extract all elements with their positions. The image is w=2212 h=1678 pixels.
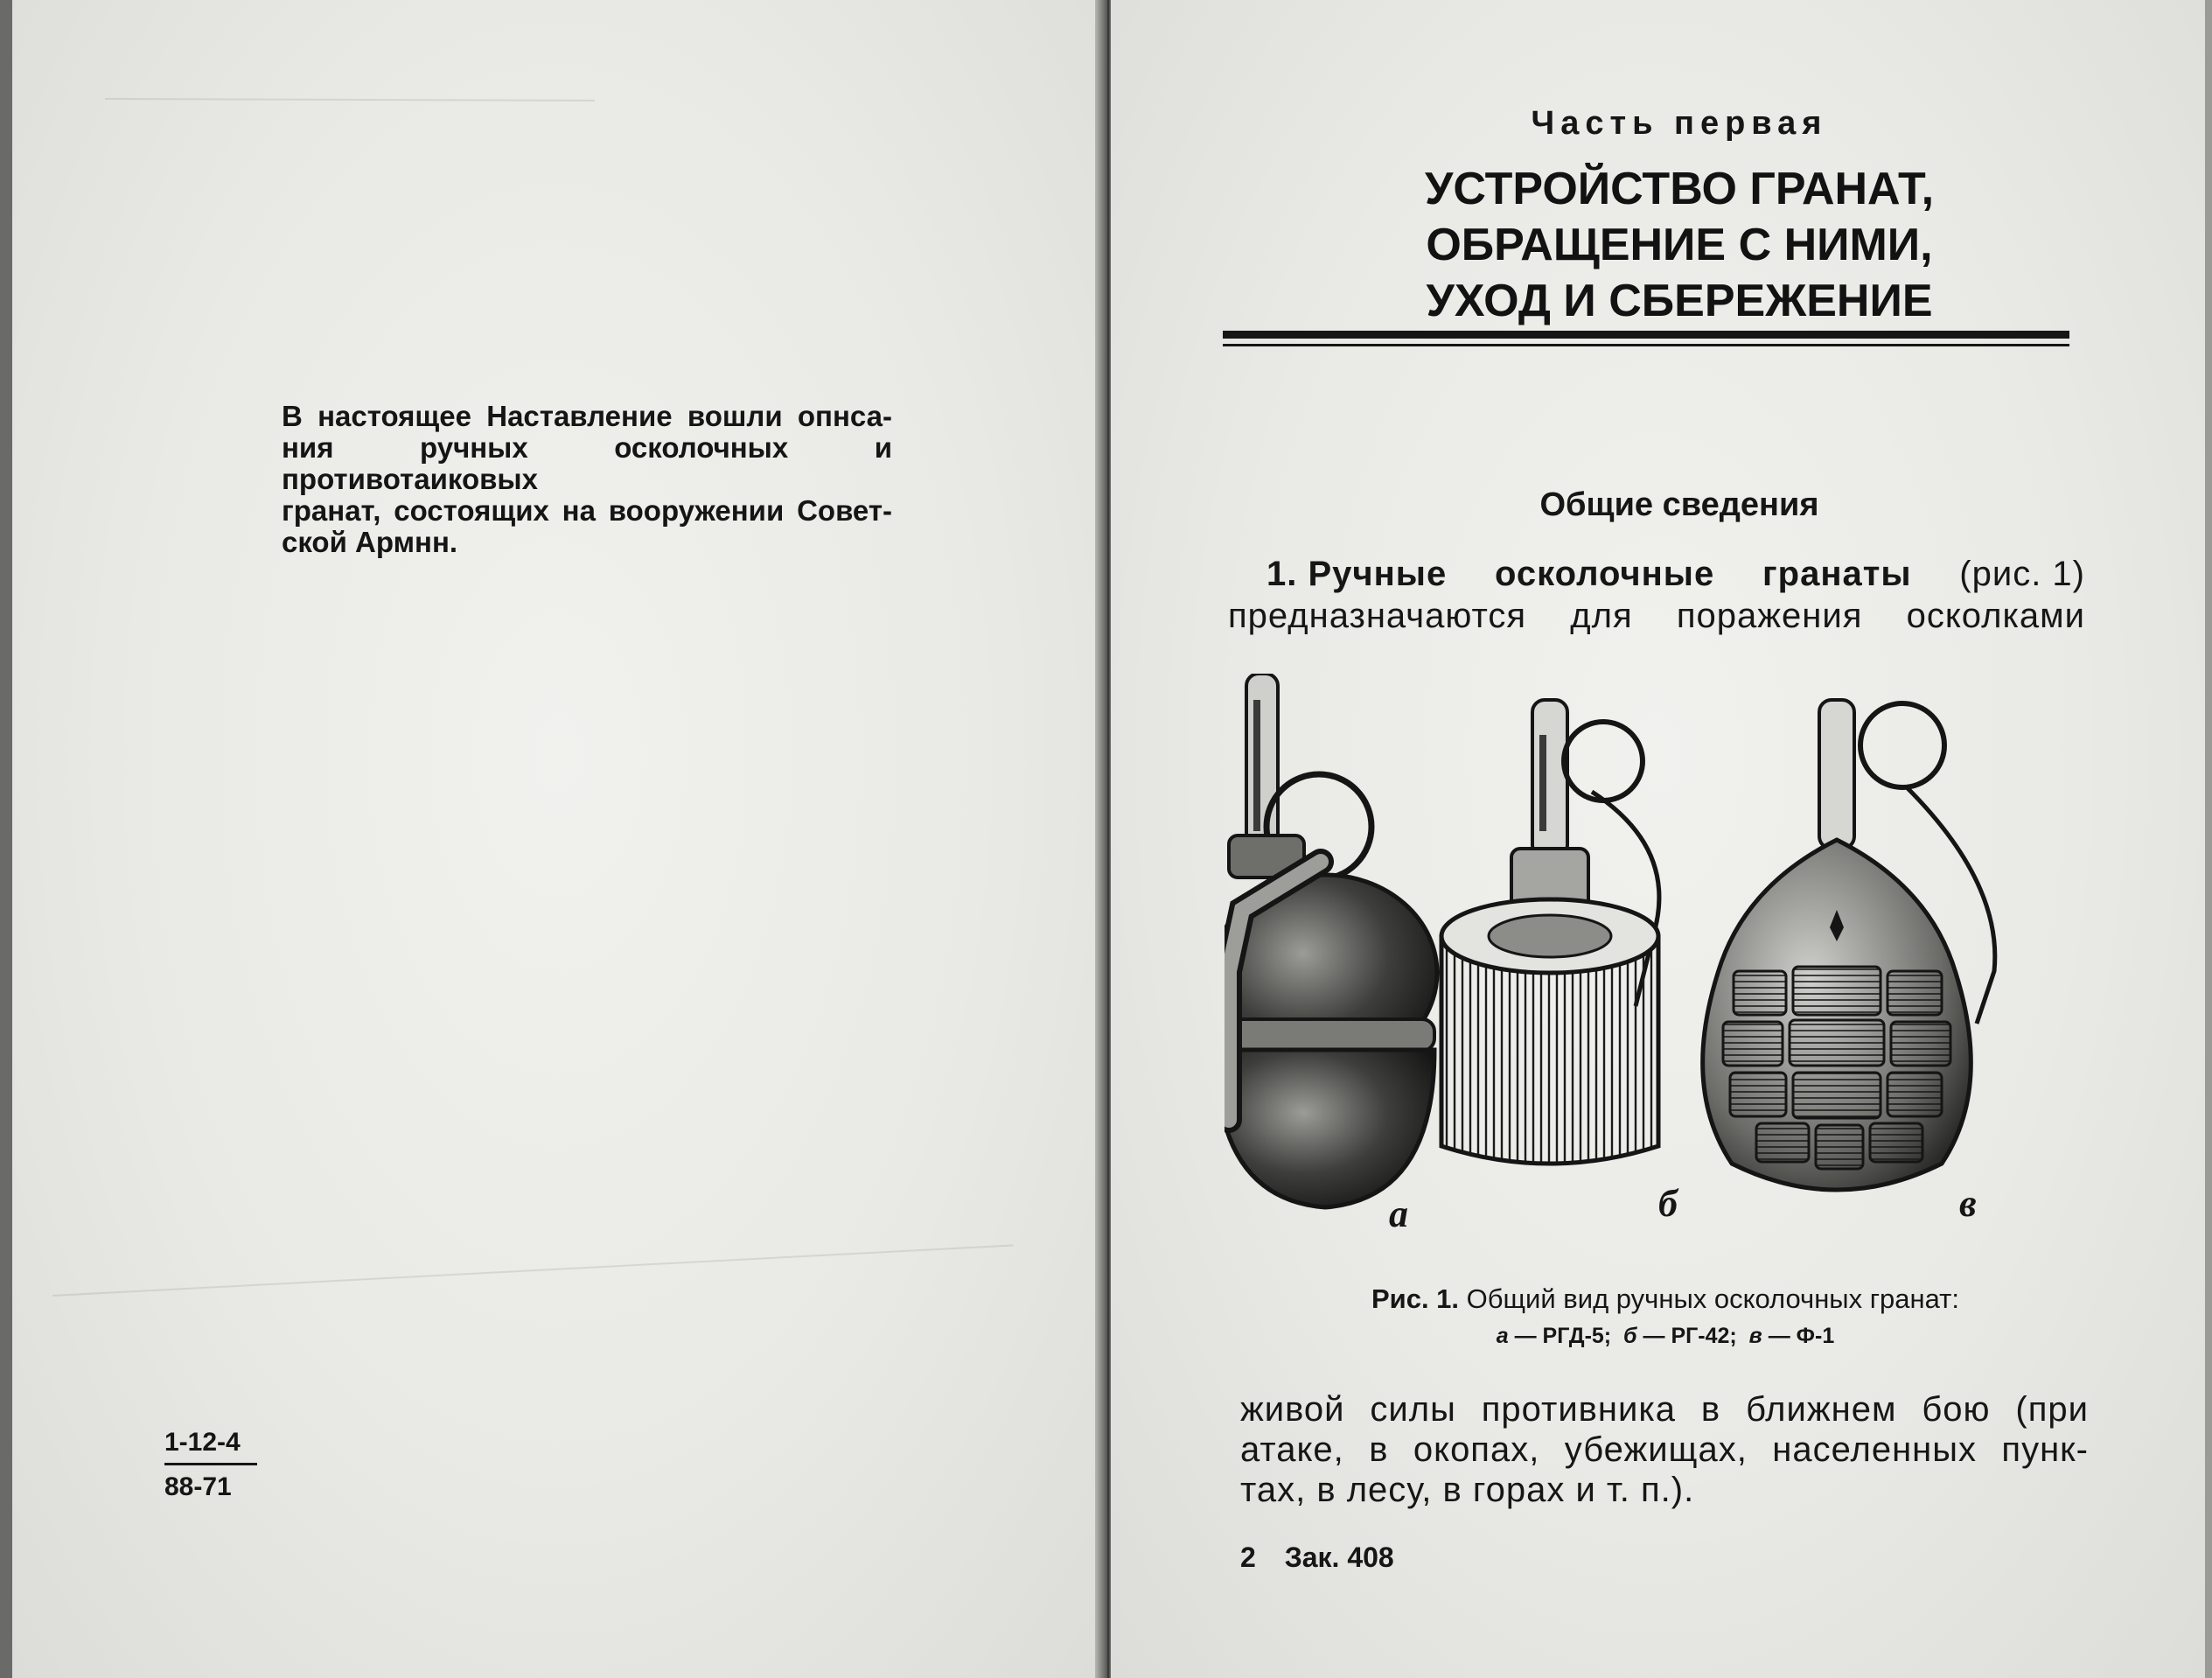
left-page bbox=[0, 0, 1104, 1678]
f1-grenade bbox=[1703, 700, 1995, 1190]
para2-line: живой силы противника в ближнем бою (при bbox=[1240, 1390, 2089, 1429]
intro-line: В настоящее Наставление вошли опнса- bbox=[282, 400, 892, 432]
para2-line: тах, в лесу, в горах и т. п.). bbox=[1240, 1471, 1695, 1509]
chapter-title-line: УХОД И СБЕРЕЖЕНИЕ bbox=[1426, 276, 1933, 326]
intro-line: гранат, состоящих на вооружении Совет- bbox=[282, 494, 892, 527]
print-code-bottom: 88-71 bbox=[164, 1472, 232, 1501]
grenades-illustration bbox=[1225, 674, 2099, 1234]
chapter-title-line: УСТРОЙСТВО ГРАНАТ, bbox=[1424, 164, 1935, 214]
rgd5-grenade bbox=[1225, 674, 1437, 1207]
para2-line: атаке, в окопах, убежищах, населенных пунк- bbox=[1240, 1430, 2089, 1469]
footer-order: Зак. 408 bbox=[1284, 1542, 1394, 1573]
paragraph-number: 1. bbox=[1266, 555, 1298, 593]
legend-name: РГ-42; bbox=[1671, 1324, 1737, 1348]
paragraph-1 bbox=[1228, 553, 2085, 637]
title-rule-thick bbox=[1223, 331, 2069, 339]
print-code bbox=[164, 1428, 257, 1502]
footer-number: 2 bbox=[1240, 1542, 1256, 1573]
legend-name: Ф-1 bbox=[1796, 1324, 1835, 1348]
para1-word: для bbox=[1570, 597, 1633, 635]
intro-line: ской Армнн. bbox=[282, 526, 458, 558]
intro-line: ния ручных осколочных и противотаиковых bbox=[282, 431, 892, 495]
para1-word: гранаты bbox=[1762, 555, 1912, 593]
title-rule-thin bbox=[1223, 344, 2069, 346]
legend-letter: а bbox=[1496, 1324, 1509, 1348]
legend-letter: в bbox=[1748, 1324, 1762, 1348]
print-code-top: 1-12-4 bbox=[164, 1428, 257, 1465]
legend-letter: б bbox=[1623, 1324, 1637, 1348]
figure-label-a: а bbox=[1389, 1192, 1408, 1235]
figure-reference: (рис. 1) bbox=[1959, 555, 2085, 593]
caption-prefix: Рис. 1. bbox=[1371, 1283, 1460, 1314]
figure-label-b: б bbox=[1658, 1182, 1678, 1225]
page-footer bbox=[1240, 1542, 1394, 1574]
chapter-title-line: ОБРАЩЕНИЕ С НИМИ, bbox=[1426, 220, 1933, 270]
paragraph-1-continued bbox=[1240, 1389, 2089, 1510]
caption-text: Общий вид ручных осколочных гранат: bbox=[1466, 1283, 1959, 1314]
para1-word: Ручные bbox=[1308, 555, 1448, 593]
grenades-figure bbox=[1225, 674, 2099, 1234]
para1-word: поражения bbox=[1676, 597, 1863, 635]
para1-word: осколочные bbox=[1495, 555, 1715, 593]
part-label: Часть первая bbox=[1531, 105, 1828, 142]
rg42-grenade bbox=[1441, 700, 1659, 1164]
section-title: Общие сведения bbox=[1539, 486, 1819, 523]
intro-paragraph bbox=[282, 401, 892, 558]
legend-name: РГД-5; bbox=[1542, 1324, 1612, 1348]
chapter-title bbox=[1225, 161, 2134, 329]
figure-caption: Рис. 1. Общий вид ручных осколочных гранат: а — РГД-5; б — РГ-42; в — Ф-1 bbox=[1371, 1283, 1959, 1348]
para1-word: осколками bbox=[1906, 597, 2085, 635]
figure-label-c: в bbox=[1959, 1182, 1977, 1225]
para1-word: предназначаются bbox=[1228, 597, 1527, 635]
